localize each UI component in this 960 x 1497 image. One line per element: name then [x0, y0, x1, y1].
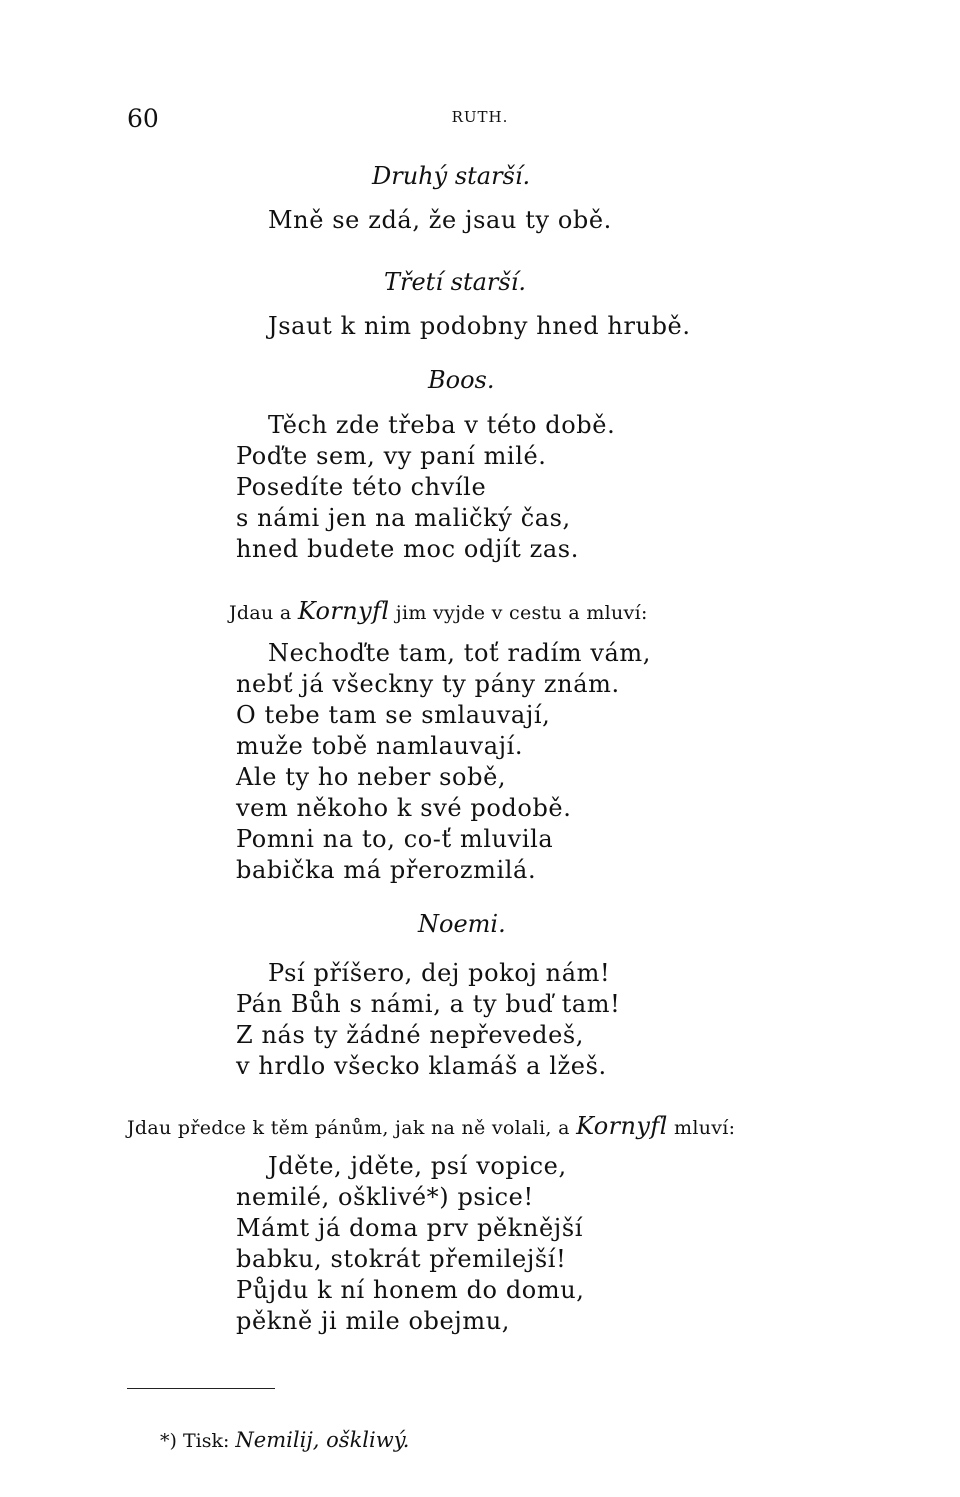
- verse-line: babička má přerozmilá.: [236, 856, 537, 884]
- verse-line: Z nás ty žádné nepřevedeš,: [236, 1021, 585, 1049]
- verse-line: Jděte, jděte, psí vopice,: [268, 1152, 567, 1180]
- verse-line: hned budete moc odjít zas.: [236, 535, 579, 563]
- stage-text: jim vyjde v cestu a mluví:: [395, 602, 648, 624]
- verse-line: Těch zde třeba v této době.: [268, 411, 616, 439]
- verse-line: Psí příšero, dej pokoj nám!: [268, 959, 611, 987]
- verse-block-2: [268, 311, 691, 342]
- verse-line: Ale ty ho neber sobě,: [236, 763, 507, 791]
- verse-line: muže tobě namlauvají.: [236, 732, 524, 760]
- stage-text: Jdau předce k těm pánům, jak na ně volali, a: [127, 1117, 570, 1139]
- verse-line: Poďte sem, vy paní milé.: [236, 442, 547, 470]
- verse-line: Mámt já doma prv pěknější: [236, 1214, 584, 1242]
- verse-block-6: [236, 1151, 584, 1337]
- verse-line: Pán Bůh s námi, a ty buď tam!: [236, 990, 621, 1018]
- verse-line: s námi jen na maličký čas,: [236, 504, 571, 532]
- verse-line: nebť já všeckny ty pány znám.: [236, 670, 620, 698]
- stage-text: mluví:: [674, 1117, 736, 1139]
- verse-line: pěkně ji mile obejmu,: [236, 1307, 510, 1335]
- speaker-druhy-starsi: Druhý starší.: [372, 162, 531, 190]
- verse-line: Jsaut k nim podobny hned hrubě.: [268, 312, 691, 340]
- stage-direction-2: [127, 1112, 735, 1140]
- footnote-rule: [127, 1388, 275, 1389]
- verse-line: O tebe tam se smlauvají,: [236, 701, 551, 729]
- verse-block-5: [236, 958, 620, 1082]
- verse-block-3: [236, 410, 615, 565]
- verse-line: babku, stokrát přemilejší!: [236, 1245, 567, 1273]
- character-name: Kornyfl: [297, 597, 390, 625]
- verse-block-1: [268, 205, 612, 236]
- speaker-treti-starsi: Třetí starší.: [384, 268, 526, 296]
- stage-text: Jdau a: [229, 602, 292, 624]
- verse-line: vem někoho k své podobě.: [236, 794, 572, 822]
- speaker-boos: Boos.: [428, 366, 495, 394]
- verse-line: v hrdlo všecko klamáš a lžeš.: [236, 1052, 607, 1080]
- verse-line: nemilé, ošklivé*) psice!: [236, 1183, 534, 1211]
- verse-line: Nechoďte tam, toť radím vám,: [268, 639, 651, 667]
- stage-direction-1: [229, 597, 648, 625]
- footnote: [160, 1428, 409, 1452]
- character-name: Kornyfl: [576, 1112, 668, 1140]
- verse-line: Pomni na to, co-ť mluvila: [236, 825, 554, 853]
- running-title: RUTH.: [451, 108, 509, 126]
- footnote-marker: *) Tisk:: [160, 1430, 230, 1452]
- page-number: 60: [127, 104, 159, 133]
- verse-line: Mně se zdá, že jsau ty obě.: [268, 206, 612, 234]
- verse-block-4: [236, 638, 651, 886]
- footnote-text: Nemilij, oškliwý.: [235, 1428, 410, 1452]
- verse-line: Půjdu k ní honem do domu,: [236, 1276, 585, 1304]
- speaker-noemi: Noemi.: [418, 910, 506, 938]
- verse-line: Posedíte této chvíle: [236, 473, 487, 501]
